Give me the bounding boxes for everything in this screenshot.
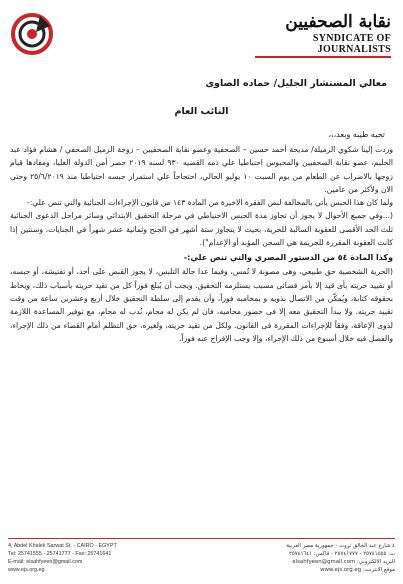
letter-body bbox=[10, 62, 393, 345]
footer-divider bbox=[8, 538, 395, 539]
footer-email-ar: البريد الالكتروني: elsahfyeen@gmail.com bbox=[292, 559, 395, 565]
brand-english: SYNDICATE OF JOURNALISTS bbox=[312, 33, 391, 55]
complaint-paragraph: وردت إلينا شكوي الزميلة/ مديحة أحمد حسين – الصحفية وعضو نقابة الصحفيين – زوجة الزميل الصحفي / هشام فؤاد عبد الحليم، عضو نقابة الصحفيين والمحبوس احتياطيا علي ذمه القضيه ٩٣٠ لسنه ٢٠١٩ حصر أمن الدولة العليا، ومفادها قيام زوجها بالاضراب عن الطعام من يوم السبت ١٠ يوليو الحالي، احتجاجاً علي استمرار حبسه احتياطيا منذ ٢٥/٦/٢٠١٩ وحتى الان ولأكثر من عامين. bbox=[10, 145, 393, 194]
footer-email-en: E-mail: elsahfyeen@gmail.com bbox=[8, 559, 83, 565]
brand-arabic: نقابة الصحفيين bbox=[285, 12, 391, 32]
footer-phones-ar: ت: ٢٥٧٤١٥٥٥ - ٢٥٧٤١٧٧٧ - فاكس: ٢٥٧٤١٦٤١ bbox=[288, 551, 395, 557]
footer-address-ar: ٤ شارع عبد الخالق ثروت - جمهورية مصر العربية bbox=[286, 543, 395, 549]
syndicate-logo-icon bbox=[10, 12, 54, 56]
footer-phones-en: Tel: 25741555 - 25741777 - Fax: 25741641 bbox=[8, 551, 112, 557]
footer-address-en: 4, Abdel Khalek Sarwat St. - CAIRO - EGYPT bbox=[8, 543, 117, 549]
letter-recipient-title: النائب العام bbox=[174, 106, 229, 117]
constitution-heading: وكذا المادة ٥٤ من الدستور المصري والتي تنص علي:- bbox=[183, 253, 393, 263]
brand-divider bbox=[255, 56, 391, 58]
legal-basis-paragraph: ولما كان هذا الحبس يأتي بالمخالفة لنص الفقرة الاخيرة من المادة ١٤٣ من قانون الإجراءات الجنائية والتي تنص علي:- bbox=[26, 198, 393, 208]
footer-web-en: www.ejs.org.eg bbox=[8, 567, 45, 573]
footer-web-ar: موقع الانترنت: www.ejs.org.eg bbox=[320, 567, 395, 573]
article-54-quote: (الحرية الشخصية حق طبيعي، وهى مصونة لا تُمس، وفيما عدا حالة التلبس، لا يجوز القبض على أحد، أو تفتيشه، أو حبسه، أو تقييد حريته بأى قيد إلا بأمر قضائى مسبب يستلزمه التحقيق. ويجب أن يُبلغ فوراً كل من تقيد حريته بأسباب ذلك، ويحاط بحقوقه كتابة، ويُمكّن من الاتصال بذويه و بمحاميه فوراً، وأن يقدم إلى سلطة التحقيق خلال أربع وعشرين ساعة من وقت تقييد حريته. ولا يبدأ التحقيق معه إلا فى حضور محاميه، فان لم يكن له محام، نُدب له محام، مع توفير المساعدة اللازمة لذوى الإعاقة، وفقاً للإجراءات المقررة فى القانون. ولكل من تقيد حريته، ولغيره، حق التظلم أمام القضاء من ذلك الإجراء، والفصل فيه خلال أسبوع من ذلك الإجراء، وإلا وجب الإفراج عنه فوراً. bbox=[10, 267, 393, 343]
addressee: معالي المستشار الجليل/ حماده الصاوى bbox=[205, 78, 387, 89]
letterhead-brand bbox=[251, 12, 391, 55]
footer-english bbox=[8, 542, 188, 574]
footer-arabic bbox=[215, 542, 395, 574]
article-143-quote: (...وفي جميع الأحوال لا يجوز أن تجاوز مدة الحبس الاحتياطي في مرحلة التحقيق الابتدائي وسائر مراحل الدعوى الجنائية ثلث الحد الأقصى للعقوبة السالبة للحرية، بحيث لا يتجاوز ستة أشهر في الجنح وثمانية عشر شهراً في الجنايات، وسنتين إذا كانت العقوبة المقررة للجريمة هي السجن المؤبد أو الإعدام"). bbox=[10, 211, 393, 248]
greeting: تحيه طيبه وبعد،،، bbox=[328, 130, 385, 139]
